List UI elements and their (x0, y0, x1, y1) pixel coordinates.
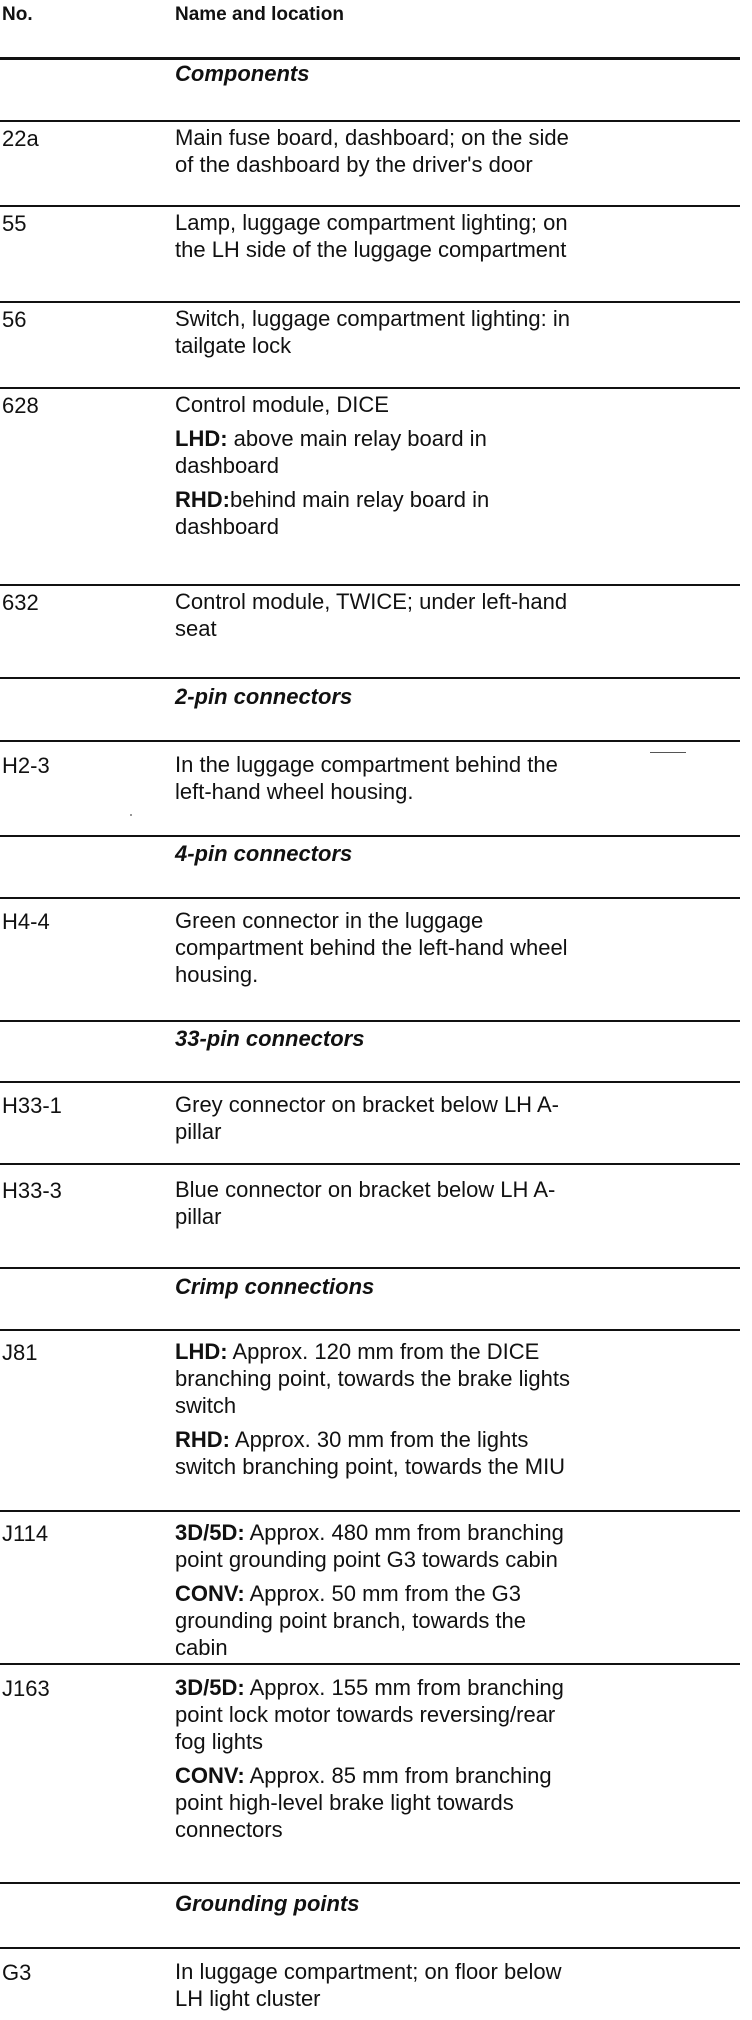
divider (0, 301, 740, 303)
divider (0, 1663, 740, 1665)
divider (0, 677, 740, 679)
row-description: Switch, luggage compartment lighting: in tailgate lock (175, 306, 570, 358)
divider (0, 1510, 740, 1512)
row-number: 55 (2, 211, 27, 236)
section-components: Components (175, 61, 310, 86)
row-number: H2-3 (2, 753, 50, 778)
section-grounding-points: Grounding points (175, 1891, 360, 1916)
section-crimp-connections: Crimp connections (175, 1274, 375, 1299)
row-number: H33-1 (2, 1093, 62, 1118)
stray-dot (130, 814, 132, 816)
row-description: In luggage compartment; on floor below LH light cluster (175, 1959, 562, 2011)
divider (0, 1020, 740, 1022)
row-description: 3D/5D: Approx. 480 mm from branching point grounding point G3 towards cabin CONV: Approx. 50 mm from the G3 grounding point branch, towards the cabin (175, 1520, 564, 1660)
divider (0, 835, 740, 837)
section-2pin-connectors: 2-pin connectors (175, 684, 353, 709)
row-description: In the luggage compartment behind the left-hand wheel housing. (175, 752, 558, 804)
divider (0, 387, 740, 389)
divider (0, 1081, 740, 1083)
row-number: 628 (2, 393, 39, 418)
row-number: 632 (2, 590, 39, 615)
row-description: Control module, DICE LHD: above main relay board in dashboard RHD:behind main relay board in dashboard (175, 392, 490, 539)
section-4pin-connectors: 4-pin connectors (175, 841, 353, 866)
divider (0, 740, 740, 742)
row-description: Main fuse board, dashboard; on the side of the dashboard by the driver's door (175, 125, 569, 177)
divider (0, 1947, 740, 1949)
row-description: Green connector in the luggage compartment behind the left-hand wheel housing. (175, 908, 568, 987)
divider (0, 584, 740, 586)
divider (0, 205, 740, 207)
row-number: J81 (2, 1340, 38, 1365)
header-rule (0, 57, 740, 60)
row-description: Control module, TWICE; under left-hand seat (175, 589, 568, 641)
divider (0, 1267, 740, 1269)
section-33pin-connectors: 33-pin connectors (175, 1026, 365, 1051)
row-number: J114 (2, 1521, 49, 1546)
divider (0, 1882, 740, 1884)
divider (0, 897, 740, 899)
divider (0, 1329, 740, 1331)
row-number: G3 (2, 1960, 32, 1985)
divider (0, 1163, 740, 1165)
row-description: Blue connector on bracket below LH A- pillar (175, 1177, 556, 1229)
row-description: 3D/5D: Approx. 155 mm from branching point lock motor towards reversing/rear fog lights CONV: Approx. 85 mm from branching point high-level brake light towards connectors (175, 1675, 564, 1842)
row-description: Grey connector on bracket below LH A- pillar (175, 1092, 559, 1144)
column-header-no: No. (2, 4, 33, 25)
column-header-name-location: Name and location (175, 4, 344, 25)
row-number: 56 (2, 307, 27, 332)
row-number: 22a (2, 126, 39, 151)
row-number: H33-3 (2, 1178, 62, 1203)
row-description: LHD: Approx. 120 mm from the DICE branching point, towards the brake lights switch RHD: Approx. 30 mm from the lights switch branching point, towards the MIU (175, 1339, 571, 1479)
row-number: J163 (2, 1676, 50, 1701)
divider (0, 120, 740, 122)
row-number: H4-4 (2, 909, 50, 934)
row-description: Lamp, luggage compartment lighting; on the LH side of the luggage compartment (175, 210, 568, 262)
